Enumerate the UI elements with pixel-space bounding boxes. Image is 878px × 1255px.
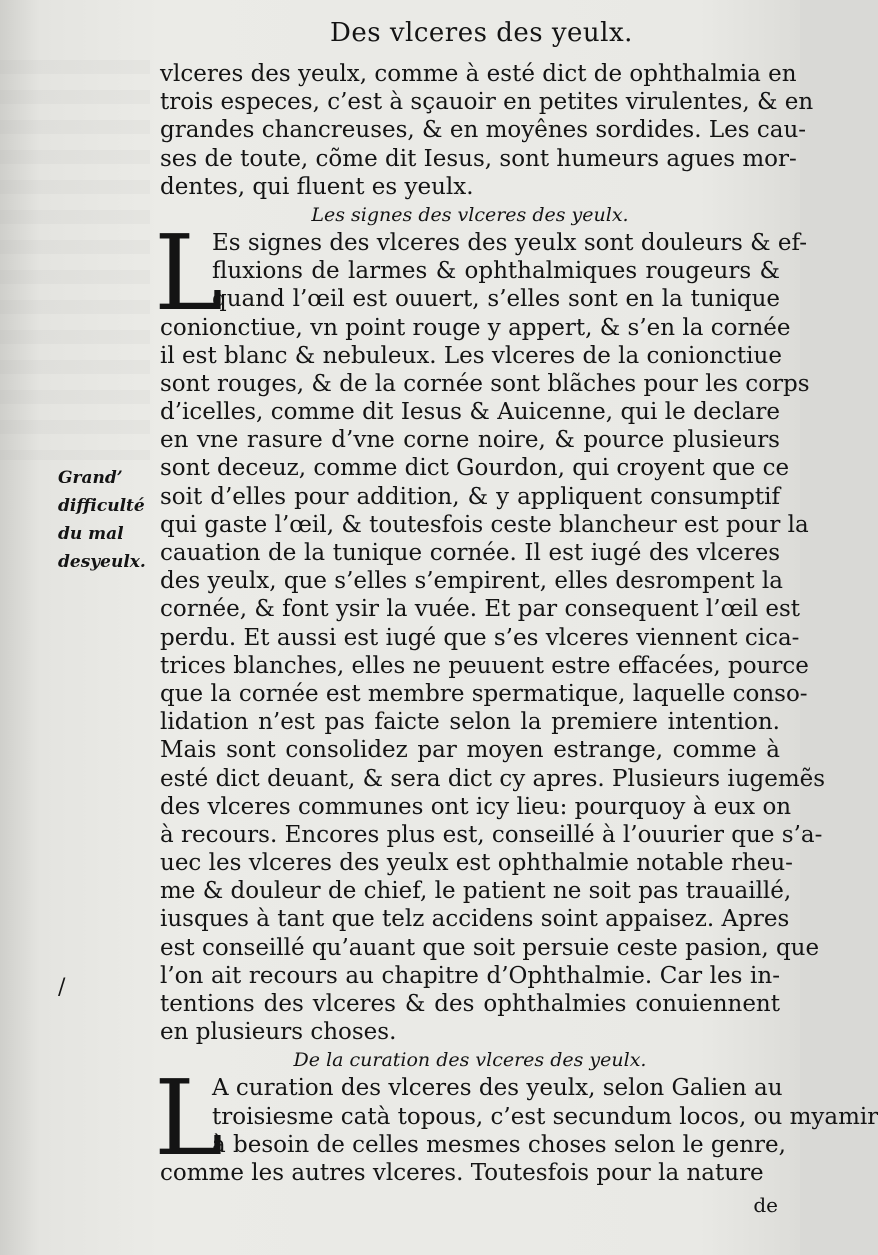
text-line: sont rouges, & de la cornée sont blãches pour les corps (160, 370, 810, 397)
text-line: en vne rasure d’vne corne noire, & pource plusieurs (160, 427, 780, 454)
marginal-note-line: du mal (58, 524, 124, 544)
text-line: trices blanches, elles ne peuuent estre effacées, pource (160, 652, 809, 679)
text-line: à besoin de celles mesmes choses selon le genre, (212, 1131, 786, 1158)
text-line: soit d’elles pour addition, & y appliquent consumptif (160, 483, 780, 510)
text-line: Mais sont consolidez par moyen estrange, comme à (160, 737, 780, 764)
text-line: esté dict deuant, & sera dict cy apres. Plusieurs iugemẽs (160, 765, 826, 792)
text-line: quand l’œil est ouuert, s’elles sont en la tunique (212, 286, 780, 313)
text-line: en plusieurs choses. (160, 1019, 397, 1046)
text-line: ses de toute, cõme dit Iesus, sont humeurs agues mor- (160, 145, 797, 172)
bleed-through-shadow (0, 60, 150, 460)
text-line: lidation n’est pas faicte selon la premiere intention. (160, 709, 780, 736)
section-heading-curation: De la curation des vlceres des yeulx. (293, 1049, 647, 1072)
marginal-note-line: Grand’ (58, 468, 123, 488)
text-line: A curation des vlceres des yeulx, selon Galien au (212, 1075, 783, 1102)
text-line: des vlceres communes ont icy lieu: pourquoy à eux on (160, 793, 792, 820)
text-line: me & douleur de chief, le patient ne soit pas trauaillé, (160, 878, 792, 905)
marginal-note-line: desyeulx. (58, 552, 146, 572)
text-line: fluxions de larmes & ophthalmiques rougeurs & (212, 258, 780, 285)
text-line: cauation de la tunique cornée. Il est iugé des vlceres (160, 540, 780, 566)
running-head: Des vlceres des yeulx. (330, 18, 633, 48)
text-line: troisiesme catà topous, c’est secundum locos, ou myamir (212, 1103, 878, 1130)
catchword: de (753, 1193, 778, 1217)
marginal-note (58, 464, 158, 576)
text-line: d’icelles, comme dit Iesus & Auicenne, qui le declare (160, 399, 780, 426)
text-line: trois especes, c’est à sçauoir en petites virulentes, & en (160, 89, 814, 116)
marginal-note-line: difficulté (58, 496, 145, 516)
text-line: uec les vlceres des yeulx est ophthalmie notable rheu- (160, 850, 793, 877)
text-line: que la cornée est membre spermatique, laquelle conso- (160, 680, 808, 707)
text-line: perdu. Et aussi est iugé que s’es vlceres viennent cica- (160, 624, 800, 651)
text-line: sont deceuz, comme dict Gourdon, qui croyent que ce (160, 455, 790, 482)
drop-cap-initial: L (154, 1057, 224, 1180)
margin-tick-mark: / (58, 975, 66, 1000)
main-text (154, 60, 878, 1187)
text-line: est conseillé qu’auant que soit persuie ceste pasion, que (160, 934, 820, 961)
text-line: tentions des vlceres & des ophthalmies conuiennent (160, 991, 780, 1017)
text-line: cornée, & font ysir la vuée. Et par consequent l’œil est (160, 596, 801, 623)
text-line: dentes, qui fluent es yeulx. (160, 173, 474, 200)
text-line: grandes chancreuses, & en moyênes sordides. Les cau- (160, 117, 807, 144)
paragraph-causes (160, 60, 814, 201)
text-line: comme les autres vlceres. Toutesfois pour la nature (160, 1159, 764, 1186)
text-line: des yeulx, que s’elles s’empirent, elles desrompent la (160, 568, 783, 595)
text-line: l’on ait recours au chapitre d’Ophthalmie. Car les in- (160, 962, 780, 989)
section-heading-signs: Les signes des vlceres des yeulx. (311, 203, 629, 226)
text-line: iusques à tant que telz accidens soint appaisez. Apres (160, 906, 790, 933)
text-line: conionctiue, vn point rouge y appert, & s’en la cornée (160, 314, 791, 341)
text-line: qui gaste l’œil, & toutesfois ceste blancheur est pour la (160, 511, 809, 538)
text-line: à recours. Encores plus est, conseillé à l’ouurier que s’a- (160, 821, 823, 848)
text-line: Es signes des vlceres des yeulx sont douleurs & ef- (212, 229, 807, 256)
drop-cap-initial: L (154, 211, 224, 334)
text-line: il est blanc & nebuleux. Les vlceres de la conionctiue (160, 342, 782, 369)
paragraph-signs (154, 211, 826, 1046)
text-line: vlceres des yeulx, comme à esté dict de ophthalmia en (160, 61, 797, 87)
